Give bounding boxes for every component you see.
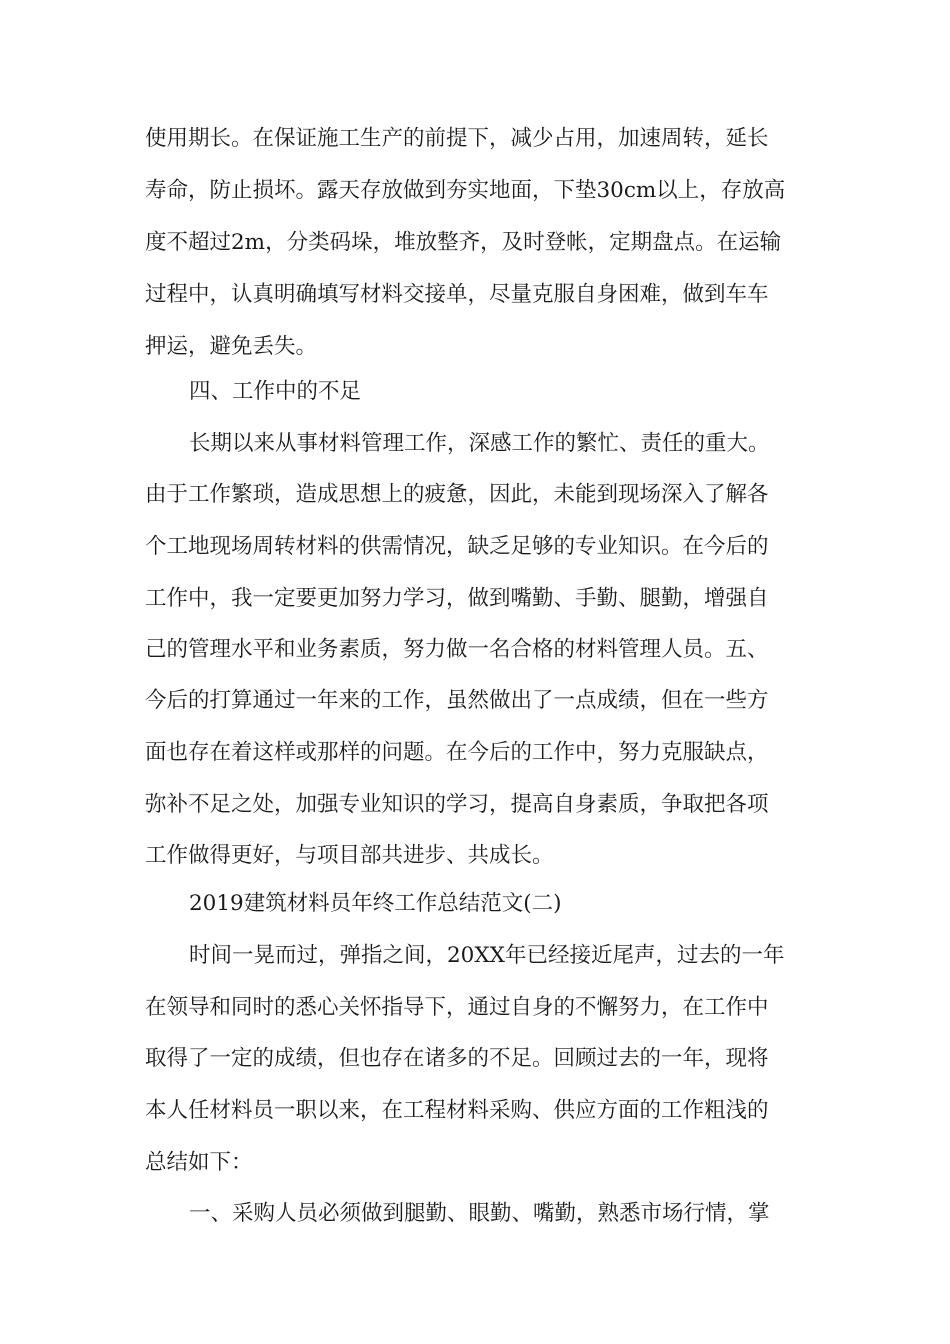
body-text-line: 个工地现场周转材料的供需情况，缺乏足够的专业知识。在今后的 — [145, 534, 769, 559]
body-text-line: 过程中，认真明确填写材料交接单，尽量克服自身困难，做到车车 — [145, 282, 769, 307]
body-text-line: 押运，避免丢失。 — [145, 334, 318, 359]
body-text-line: 今后的打算通过一年来的工作，虽然做出了一点成绩，但在一些方 — [145, 688, 769, 713]
body-text-line: 使用期长。在保证施工生产的前提下，减少占用，加速周转，延长 — [145, 126, 769, 151]
body-text-line: 弥补不足之处，加强专业知识的学习，提高自身素质，争取把各项 — [145, 792, 769, 817]
body-text-line: 由于工作繁琐，造成思想上的疲惫，因此，未能到现场深入了解各 — [145, 482, 769, 507]
body-text-line: 总结如下： — [145, 1150, 253, 1175]
body-text-line: 己的管理水平和业务素质，努力做一名合格的材料管理人员。五、 — [145, 637, 769, 662]
body-text-line: 本人任材料员一职以来，在工程材料采购、供应方面的工作粗浅的 — [145, 1098, 769, 1123]
body-text-line: 取得了一定的成绩，但也存在诸多的不足。回顾过去的一年，现将 — [145, 1046, 769, 1071]
body-text-line: 度不超过2m，分类码垛，堆放整齐，及时登帐，定期盘点。在运输 — [145, 230, 782, 255]
body-text-line: 长期以来从事材料管理工作，深感工作的繁忙、责任的重大。 — [189, 431, 770, 456]
body-text-line: 寿命，防止损坏。露天存放做到夯实地面，下垫30cm以上，存放高 — [145, 178, 786, 203]
article-subtitle: 2019建筑材料员年终工作总结范文(二) — [189, 891, 562, 916]
body-text-line: 一、采购人员必须做到腿勤、眼勤、嘴勤，熟悉市场行情，掌 — [189, 1201, 770, 1226]
section-heading: 四、工作中的不足 — [189, 379, 362, 404]
body-text-line: 在领导和同时的悉心关怀指导下，通过自身的不懈努力，在工作中 — [145, 995, 769, 1020]
body-text-line: 面也存在着这样或那样的问题。在今后的工作中，努力克服缺点， — [145, 740, 769, 765]
body-text-line: 工作中，我一定要更加努力学习，做到嘴勤、手勤、腿勤，增强自 — [145, 586, 769, 611]
body-text-line: 工作做得更好，与项目部共进步、共成长。 — [145, 843, 554, 868]
body-text-line: 时间一晃而过，弹指之间，20XX年已经接近尾声，过去的一年 — [189, 943, 785, 968]
